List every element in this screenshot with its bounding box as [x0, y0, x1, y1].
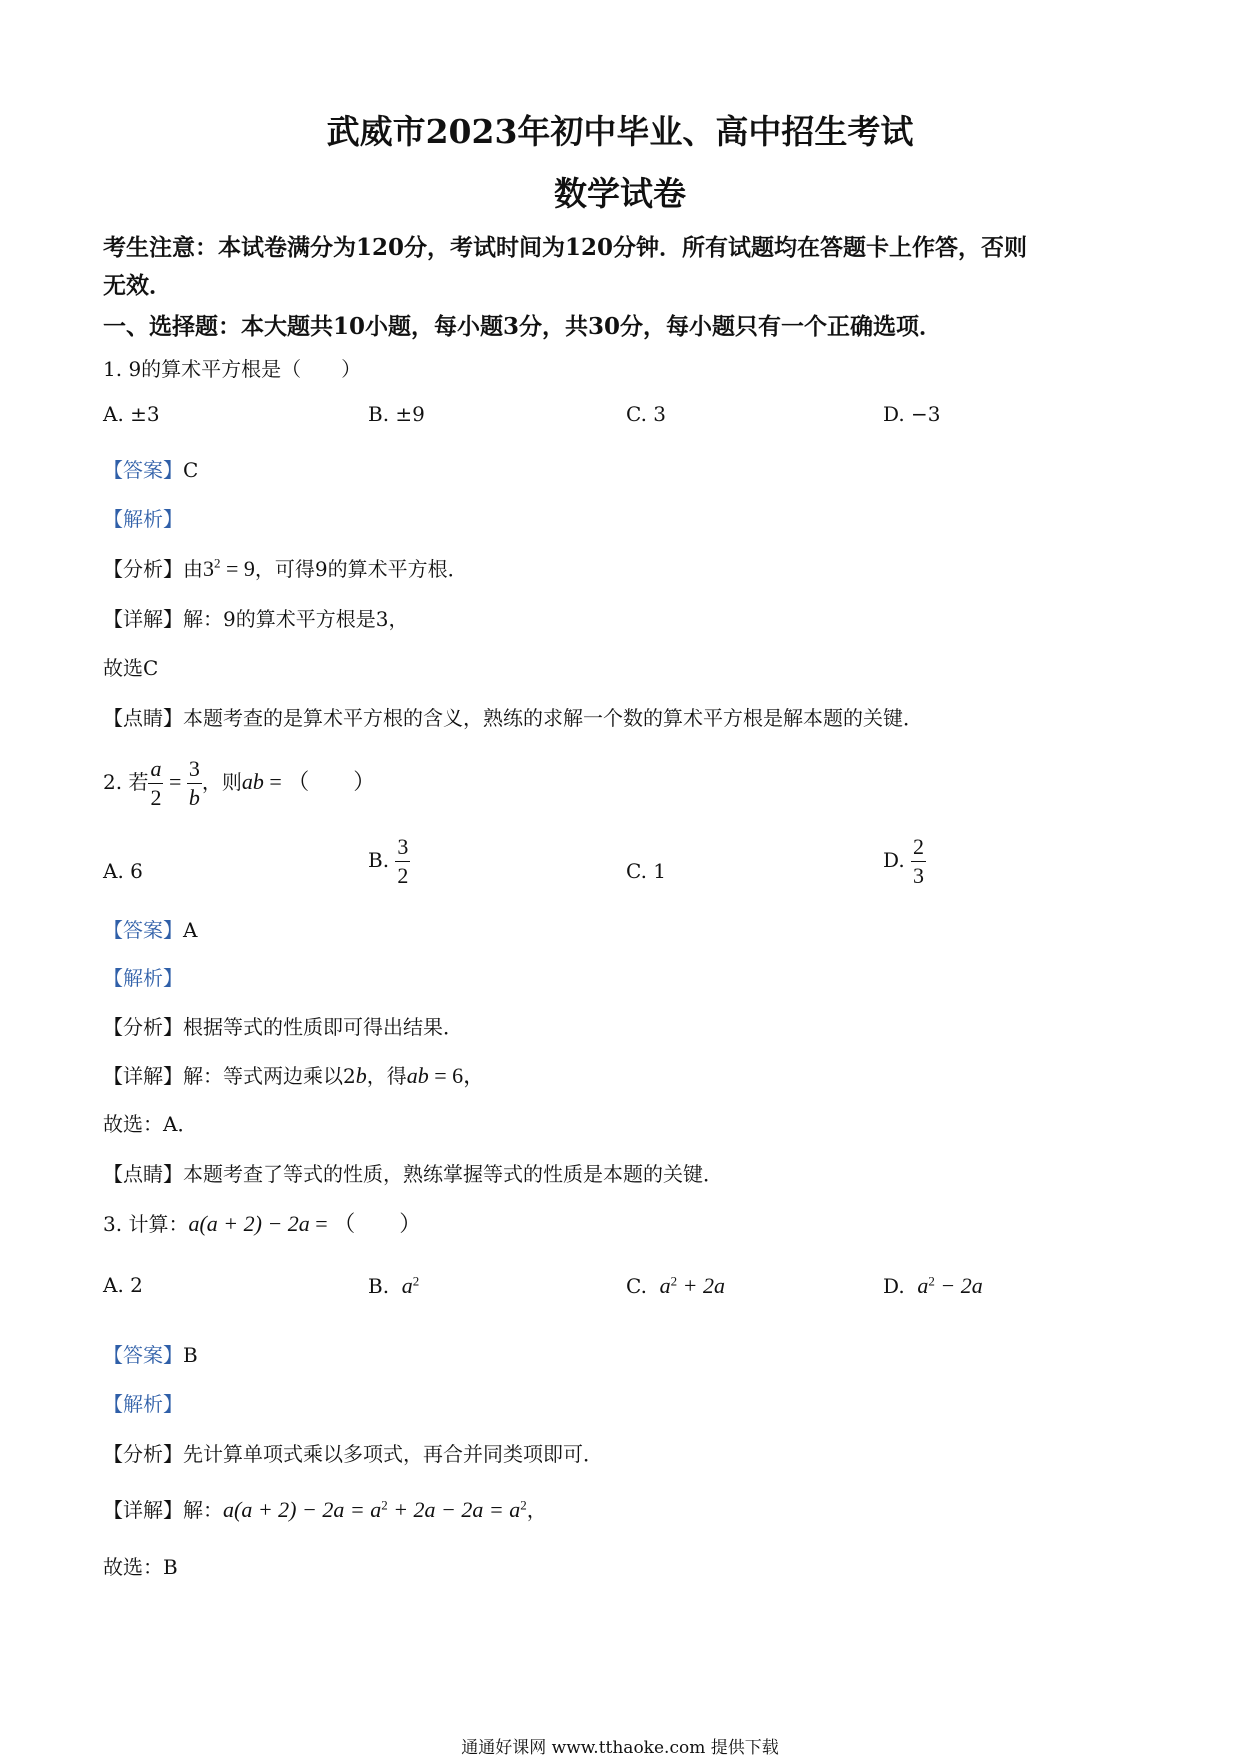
q3-xiangjie	[103, 1494, 547, 1523]
q1-xiangjie	[103, 603, 408, 632]
fenxi-tag: 【分析】	[103, 557, 183, 581]
q1-analysis-tag: 【解析】	[103, 507, 183, 531]
q1-choice: 故选C	[103, 656, 159, 680]
fraction-3-over-b	[187, 758, 202, 809]
xiangjie-text: 解：等式两边乘以2	[183, 1064, 356, 1088]
q3-analysis-tag: 【解析】	[103, 1392, 183, 1416]
math-rest: + 2a	[677, 1273, 726, 1298]
option-label: D.	[883, 848, 905, 872]
q3-prefix: 3. 计算：	[103, 1212, 189, 1236]
math-exponent: 2	[381, 1497, 388, 1513]
math-b: b	[355, 1063, 367, 1088]
fenxi-tag: 【分析】	[103, 1442, 183, 1466]
q3-choice: 故选：B	[103, 1555, 178, 1579]
q1-option-d: D. −3	[883, 402, 941, 426]
math-equals-6: = 6，	[428, 1063, 486, 1088]
fraction-2-over-3	[911, 836, 926, 887]
notice-line-2: 无效．	[103, 272, 172, 299]
math-exponent: 2	[520, 1497, 527, 1513]
xiangjie-text: 解：	[183, 1498, 223, 1522]
q2-ab: ab	[241, 769, 264, 794]
fraction-a-over-2	[148, 758, 163, 809]
q3-option-b	[368, 1273, 419, 1299]
option-label: D.	[883, 1274, 905, 1298]
math-rest: − 2a	[934, 1273, 983, 1298]
option-label: C.	[626, 1274, 647, 1298]
dianjing-tag: 【点睛】	[103, 706, 183, 730]
dianjing-text: 本题考查了等式的性质，熟练掌握等式的性质是本题的关键．	[183, 1162, 723, 1186]
section-heading: 一、选择题：本大题共10小题，每小题3分，共30分，每小题只有一个正确选项．	[103, 313, 943, 340]
math-base: a	[659, 1273, 671, 1298]
fenxi-math	[203, 556, 255, 581]
q2-answer	[103, 914, 197, 943]
q2-tail: = （ ）	[263, 769, 376, 794]
q2-suffix: ，则	[201, 770, 242, 794]
xiangjie-tag: 【详解】	[103, 1064, 183, 1088]
q1-option-c: C. 3	[626, 402, 667, 426]
q2-stem	[103, 758, 375, 809]
q2-fenxi	[103, 1011, 463, 1040]
equals-sign: =	[163, 769, 187, 794]
fraction-numerator: 2	[911, 836, 926, 862]
math-ab: ab	[406, 1063, 429, 1088]
math-base: a	[401, 1273, 413, 1298]
fraction-numerator: 3	[395, 836, 410, 862]
math-exponent: 2	[670, 1273, 678, 1289]
q2-analysis-tag: 【解析】	[103, 966, 183, 990]
fenxi-text: 根据等式的性质即可得出结果．	[183, 1015, 463, 1039]
q2-option-b	[368, 836, 410, 887]
fenxi-tag: 【分析】	[103, 1015, 183, 1039]
q3-option-c	[626, 1273, 725, 1299]
math-expression-2: + 2a − 2a = a	[387, 1497, 521, 1522]
fraction-denominator: 2	[150, 785, 162, 810]
q3-expression: a(a + 2) − 2a	[188, 1211, 310, 1236]
q2-prefix: 2. 若	[103, 770, 149, 794]
math-exponent: 2	[412, 1273, 420, 1289]
answer-value: C	[183, 458, 199, 482]
fenxi-text-end: ，可得9的算术平方根．	[254, 557, 468, 581]
fraction-denominator: b	[188, 785, 200, 810]
q1-option-a: A. ±3	[103, 402, 160, 426]
fraction-denominator: 3	[913, 863, 925, 888]
fraction-3-over-2	[395, 836, 410, 887]
math-exponent: 2	[214, 555, 221, 571]
fraction-numerator: a	[148, 758, 163, 784]
math-expression-1: a(a + 2) − 2a = a	[223, 1497, 382, 1522]
fraction-numerator: 3	[187, 758, 202, 784]
q3-fenxi	[103, 1438, 603, 1467]
answer-tag: 【答案】	[103, 458, 183, 482]
xiangjie-tag: 【详解】	[103, 607, 183, 631]
xiangjie-text-mid: ，得	[366, 1064, 407, 1088]
page-footer: 通通好课网 www.tthaoke.com 提供下载	[461, 1738, 779, 1758]
q3-option-a: A. 2	[103, 1273, 143, 1297]
q1-fenxi	[103, 553, 468, 582]
q2-dianjing	[103, 1158, 723, 1187]
q3-tail: = （ ）	[309, 1211, 422, 1236]
q1-stem: 1. 9的算术平方根是（ ）	[103, 357, 362, 381]
page-title: 武威市2023年初中毕业、高中招生考试	[326, 112, 914, 151]
fraction-denominator: 2	[397, 863, 409, 888]
answer-value: B	[183, 1343, 198, 1367]
q3-option-d	[883, 1273, 983, 1299]
option-label: B.	[368, 1274, 390, 1298]
xiangjie-text: 解：9的算术平方根是3，	[183, 607, 409, 631]
q2-xiangjie	[103, 1059, 485, 1090]
q1-dianjing	[103, 702, 923, 731]
math-equals: = 9	[220, 556, 255, 581]
q1-option-b: B. ±9	[368, 402, 425, 426]
dianjing-tag: 【点睛】	[103, 1162, 183, 1186]
answer-tag: 【答案】	[103, 1343, 183, 1367]
fenxi-text: 先计算单项式乘以多项式，再合并同类项即可．	[183, 1442, 603, 1466]
notice-line-1: 考生注意：本试卷满分为120分，考试时间为120分钟．所有试题均在答题卡上作答，否则	[103, 234, 1028, 261]
q2-option-d	[883, 836, 926, 887]
answer-tag: 【答案】	[103, 918, 183, 942]
q2-option-a: A. 6	[103, 859, 143, 883]
page-subtitle: 数学试卷	[554, 174, 686, 213]
dianjing-text: 本题考查的是算术平方根的含义，熟练的求解一个数的算术平方根是解本题的关键．	[183, 706, 923, 730]
xiangjie-end: ，	[526, 1498, 547, 1522]
math-base: a	[917, 1273, 929, 1298]
math-exponent: 2	[928, 1273, 935, 1289]
answer-value: A	[183, 918, 198, 942]
q2-choice: 故选：A．	[103, 1112, 198, 1136]
q2-option-c: C. 1	[626, 859, 667, 883]
xiangjie-tag: 【详解】	[103, 1498, 183, 1522]
math-base: 3	[203, 556, 214, 581]
fenxi-text: 由	[183, 557, 203, 581]
q3-answer	[103, 1339, 198, 1368]
q3-stem	[103, 1207, 421, 1238]
option-label: B.	[368, 848, 390, 872]
q1-answer	[103, 454, 198, 483]
